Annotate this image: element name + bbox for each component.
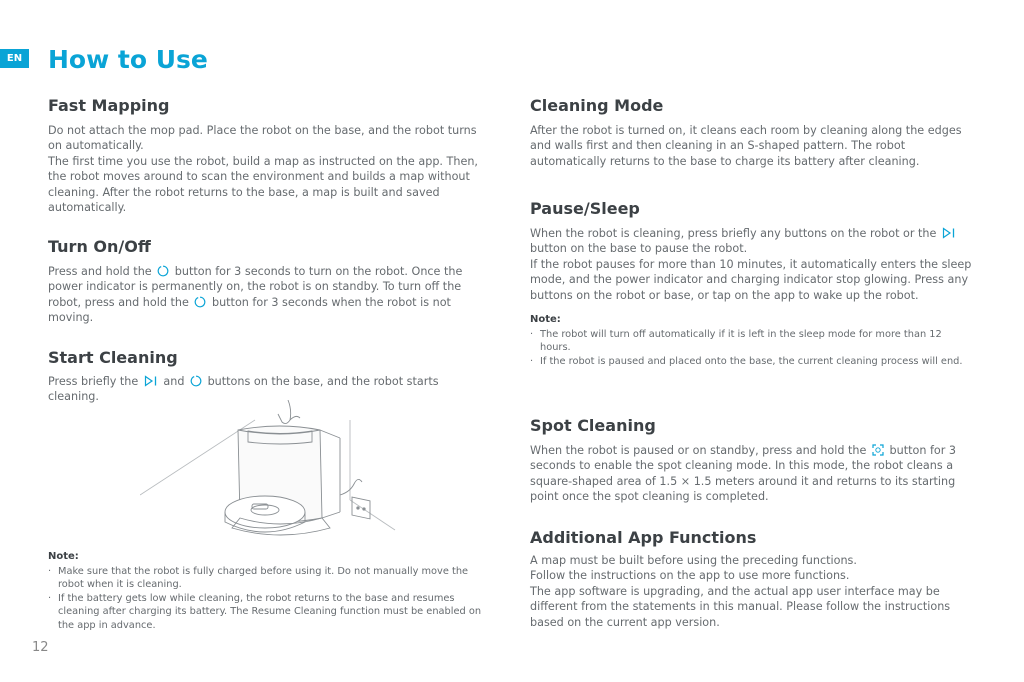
section-start-cleaning (48, 348, 493, 405)
section-title: Start Cleaning (48, 348, 178, 367)
section-title: Fast Mapping (48, 96, 170, 115)
section-title: Spot Cleaning (530, 416, 656, 435)
section-title: Pause/Sleep (530, 199, 640, 218)
section-additional-app-functions (530, 528, 975, 630)
paragraph: Follow the instructions on the app to use more functions. (530, 569, 850, 583)
paragraph: If the robot pauses for more than 10 minutes, it automatically enters the sleep mode, and the power indicator and charging indicator stop glowing. Press any buttons on the robot or base, or tap on the app to wake up the robot. (530, 257, 972, 302)
note-item: · The robot will turn off automatically if it is left in the sleep mode for more than 12 hours. (530, 328, 975, 355)
paragraph: Press briefly the and buttons on the base, and the robot starts cleaning. (48, 375, 439, 404)
paragraph: After the robot is turned on, it cleans each room by cleaning along the edges and walls first and then cleaning in an S-shaped pattern. The robot automatically returns to the base to charge its battery after cleaning. (530, 124, 962, 168)
paragraph: A map must be built before using the preceding functions. (530, 554, 857, 567)
page-title: How to Use (48, 45, 208, 74)
language-badge: EN (0, 49, 29, 68)
section-fast-mapping (48, 96, 493, 215)
note-item: · If the robot is paused and placed onto the base, the current cleaning process will end. (530, 355, 975, 368)
play-pause-icon (942, 227, 956, 239)
power-icon (157, 265, 169, 277)
paragraph: When the robot is cleaning, press briefly any buttons on the robot or the button on the base to pause the robot. (530, 226, 975, 257)
power-icon (190, 375, 202, 387)
section-pause-sleep (530, 199, 975, 368)
note-title: Note: (48, 551, 79, 562)
page-number: 12 (32, 640, 49, 655)
section-title: Turn On/Off (48, 237, 151, 256)
section-cleaning-mode (530, 96, 975, 169)
left-note (48, 550, 493, 632)
section-title: Additional App Functions (530, 528, 757, 547)
play-pause-icon (144, 375, 158, 387)
section-turn-on-off (48, 237, 493, 326)
section-title: Cleaning Mode (530, 96, 664, 115)
power-icon (194, 296, 206, 308)
section-spot-cleaning (530, 416, 975, 505)
note-item: · Make sure that the robot is fully charged before using it. Do not manually move the robot when it is cleaning. (48, 565, 493, 592)
paragraph: The first time you use the robot, build a map as instructed on the app. Then, the robot moves around to scan the environment and builds a map without cleaning. After the robot returns to the base, a map is built and saved automatically. (48, 154, 478, 215)
robot-base-illustration (140, 400, 400, 545)
paragraph: The app software is upgrading, and the actual app user interface may be different from the statements in this manual. Please follow the instructions based on the current app version. (530, 584, 951, 629)
spot-clean-icon (872, 444, 884, 456)
paragraph: Do not attach the mop pad. Place the robot on the base, and the robot turns on automatically. (48, 124, 477, 153)
paragraph: Press and hold the button for 3 seconds to turn on the robot. Once the power indicator is permanently on, the robot is on standby. To turn off the robot, press and hold the button for 3 seconds when the robot is not moving. (48, 265, 463, 325)
note-item: · If the battery gets low while cleaning, the robot returns to the base and resumes cleaning after charging its battery. The Resume Cleaning function must be enabled on the app in advance. (48, 592, 493, 632)
note-title: Note: (530, 314, 561, 326)
paragraph: When the robot is paused or on standby, press and hold the button for 3 seconds to enable the spot cleaning mode. In this mode, the robot cleans a square-shaped area of 1.5 × 1.5 meters around it and returns to its starting point once the spot cleaning is completed. (530, 444, 957, 504)
